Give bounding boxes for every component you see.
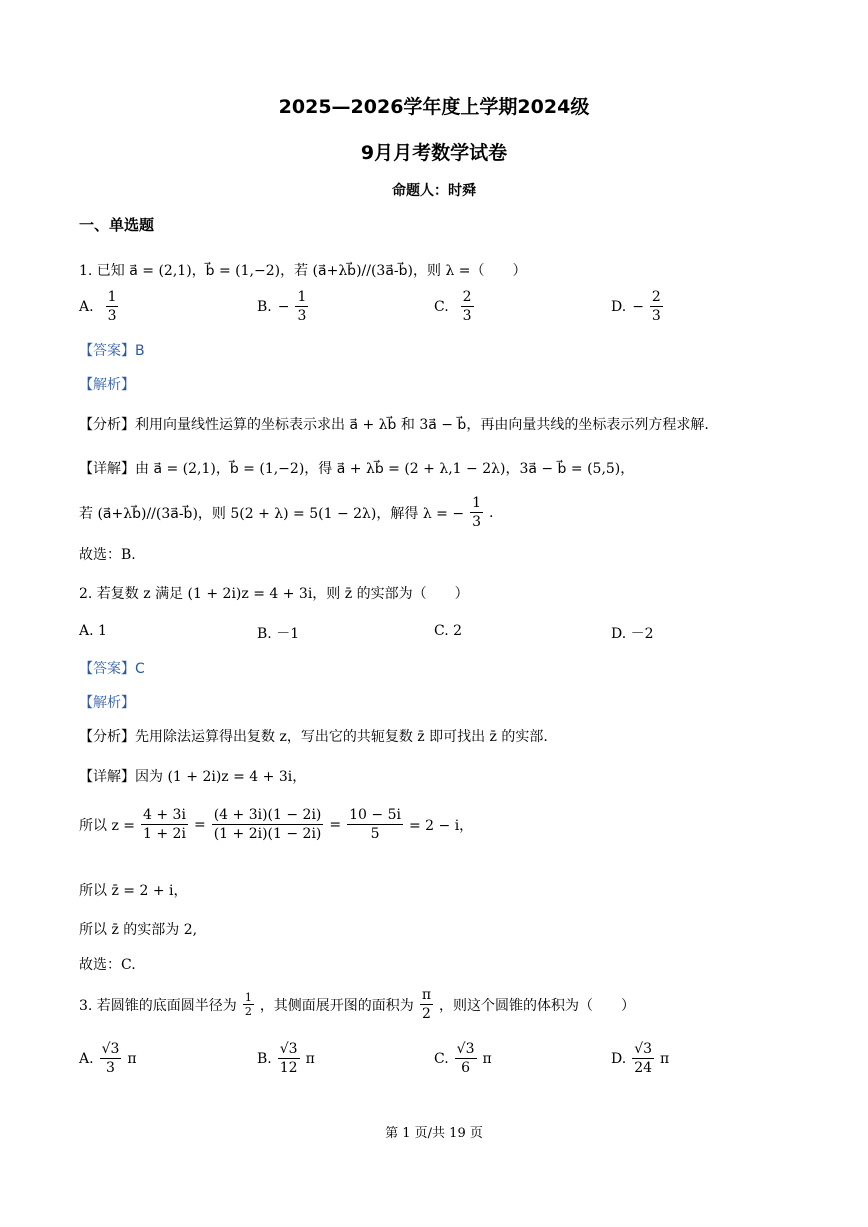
option-label: C. [434, 298, 449, 315]
fraction-numerator: 1 [297, 289, 307, 305]
fraction-numerator: 4 + 3i [143, 807, 186, 823]
fraction-numerator: 2 [462, 289, 472, 305]
stem-text: ，其侧面展开图的面积为 [259, 997, 414, 1014]
q2-analysis-tag: 【解析】 [79, 695, 135, 711]
q1-stem: 1. 已知 a⃗ = (2,1)，b⃗ = (1,−2)，若 (a⃗+λb⃗)//(3a⃗-b⃗)，则 λ =（ ） [79, 263, 527, 279]
fraction-denominator: 5 [370, 826, 380, 842]
q2-option-a [79, 623, 107, 639]
detail-fraction [470, 494, 483, 531]
fraction-numerator: (4 + 3i)(1 − 2i) [213, 807, 322, 823]
option-label: B. [257, 1050, 272, 1067]
q1-detail-1: 【详解】由 a⃗ = (2,1)，b⃗ = (1,−2)，得 a⃗ + λb⃗ = (2 + λ,1 − 2λ)，3a⃗ − b⃗ = (5,5)， [79, 461, 635, 477]
fraction-numerator: √3 [634, 1041, 653, 1057]
option-fraction [461, 288, 474, 325]
fraction-denominator: 1 + 2i [143, 826, 186, 842]
q1-analysis-tag: 【解析】 [79, 377, 135, 393]
q2-option-c [434, 623, 462, 639]
title-line-1: 2025—2026学年度上学期2024级 [278, 96, 590, 118]
option-fraction [650, 288, 663, 325]
q2-stem: 2. 若复数 z 满足 (1 + 2i)z = 4 + 3i，则 z̄ 的实部为（ ） [79, 586, 469, 602]
option-text: －1 [276, 626, 300, 642]
option-fraction [295, 288, 308, 325]
q1-option-b [257, 288, 308, 325]
option-label: A. [79, 298, 94, 315]
option-sign: − [277, 298, 290, 315]
q2-detail-3: 所以 z̄ = 2 + i， [79, 883, 188, 899]
option-fraction [106, 288, 119, 325]
option-suffix: π [482, 1050, 492, 1067]
page-footer: 第 1 页/共 19 页 [385, 1126, 483, 1141]
q1-option-a [79, 288, 118, 325]
option-label: C. [434, 623, 449, 639]
q2-option-b [257, 623, 299, 643]
option-fraction [632, 1040, 654, 1077]
fraction-numerator: 10 − 5i [349, 807, 401, 823]
option-sign: − [632, 298, 644, 315]
fraction-numerator: 1 [472, 495, 481, 511]
option-text: 1 [98, 623, 107, 639]
option-label: A. [79, 1050, 94, 1067]
fraction-denominator: 12 [279, 1060, 298, 1076]
q3-option-b [257, 1040, 315, 1077]
q2-detail-1: 【详解】因为 (1 + 2i)z = 4 + 3i， [79, 769, 307, 785]
fraction-numerator: √3 [101, 1041, 120, 1057]
option-label: D. [611, 1050, 627, 1067]
q3-option-c [434, 1040, 492, 1077]
detail-text: 所以 z = [79, 817, 136, 834]
q3-stem [79, 986, 635, 1023]
q1-conclusion: 故选：B. [79, 547, 136, 563]
q2-detail-2 [79, 806, 473, 843]
option-text: －2 [630, 626, 654, 642]
option-label: B. [257, 626, 272, 642]
q1-analysis: 【分析】利用向量线性运算的坐标表示求出 a⃗ + λb⃗ 和 3a⃗ − b⃗，再由向量共线的坐标表示列方程求解. [79, 417, 709, 433]
option-label: C. [434, 1050, 449, 1067]
q2-detail-4: 所以 z̄ 的实部为 2, [79, 922, 198, 938]
detail-fraction-3 [347, 806, 403, 843]
option-label: B. [257, 298, 272, 315]
option-label: D. [611, 626, 627, 642]
option-fraction [278, 1040, 300, 1077]
fraction-denominator: 3 [462, 308, 472, 324]
q2-option-d [611, 623, 654, 643]
area-fraction [420, 986, 433, 1023]
option-label: A. [79, 623, 94, 639]
fraction-numerator: 1 [107, 289, 117, 305]
q1-option-d [611, 288, 663, 325]
option-label: D. [611, 298, 627, 315]
fraction-denominator: 3 [107, 308, 117, 324]
detail-text: = 2 − i， [408, 817, 474, 834]
q1-answer: 【答案】B [79, 343, 145, 359]
option-text: 2 [453, 623, 463, 639]
fraction-denominator: 3 [106, 1060, 115, 1076]
fraction-denominator: 3 [651, 308, 661, 324]
fraction-denominator: 2 [244, 1005, 252, 1018]
fraction-numerator: π [421, 987, 432, 1003]
q3-option-a [79, 1040, 137, 1077]
fraction-numerator: 1 [244, 991, 252, 1004]
fraction-denominator: 6 [461, 1060, 471, 1076]
fraction-denominator: 3 [297, 308, 307, 324]
detail-text: . [488, 504, 494, 521]
q1-detail-2 [79, 494, 493, 531]
equals-sign: = [193, 816, 206, 833]
q2-conclusion: 故选：C. [79, 957, 136, 973]
fraction-numerator: √3 [456, 1041, 475, 1057]
stem-text: ，则这个圆锥的体积为（ ） [439, 997, 636, 1014]
author-line: 命题人：时舜 [392, 183, 476, 199]
fraction-denominator: (1 + 2i)(1 − 2i) [213, 826, 322, 842]
detail-fraction-1 [141, 806, 188, 843]
fraction-numerator: √3 [279, 1041, 298, 1057]
q2-analysis: 【分析】先用除法运算得出复数 z，写出它的共轭复数 z̄ 即可找出 z̄ 的实部. [79, 729, 548, 745]
option-suffix: π [660, 1050, 670, 1067]
detail-text: 若 (a⃗+λb⃗)//(3a⃗-b⃗)，则 5(2 + λ) = 5(1 − 2λ)，解得 λ = − [79, 505, 465, 522]
detail-fraction-2 [212, 806, 324, 843]
q1-option-c [434, 288, 474, 325]
q3-option-d [611, 1040, 669, 1077]
equals-sign: = [329, 816, 342, 833]
fraction-denominator: 2 [421, 1006, 431, 1022]
section-heading: 一、单选题 [79, 216, 155, 234]
fraction-denominator: 3 [472, 514, 481, 530]
fraction-denominator: 24 [634, 1060, 653, 1076]
option-fraction [100, 1040, 122, 1077]
option-fraction [455, 1040, 477, 1077]
option-suffix: π [127, 1050, 137, 1067]
radius-fraction [243, 991, 254, 1018]
fraction-numerator: 2 [651, 289, 661, 305]
title-line-2: 9月月考数学试卷 [360, 142, 508, 164]
q2-answer: 【答案】C [79, 661, 145, 677]
option-suffix: π [305, 1050, 315, 1067]
stem-text: 3. 若圆锥的底面圆半径为 [79, 997, 237, 1014]
